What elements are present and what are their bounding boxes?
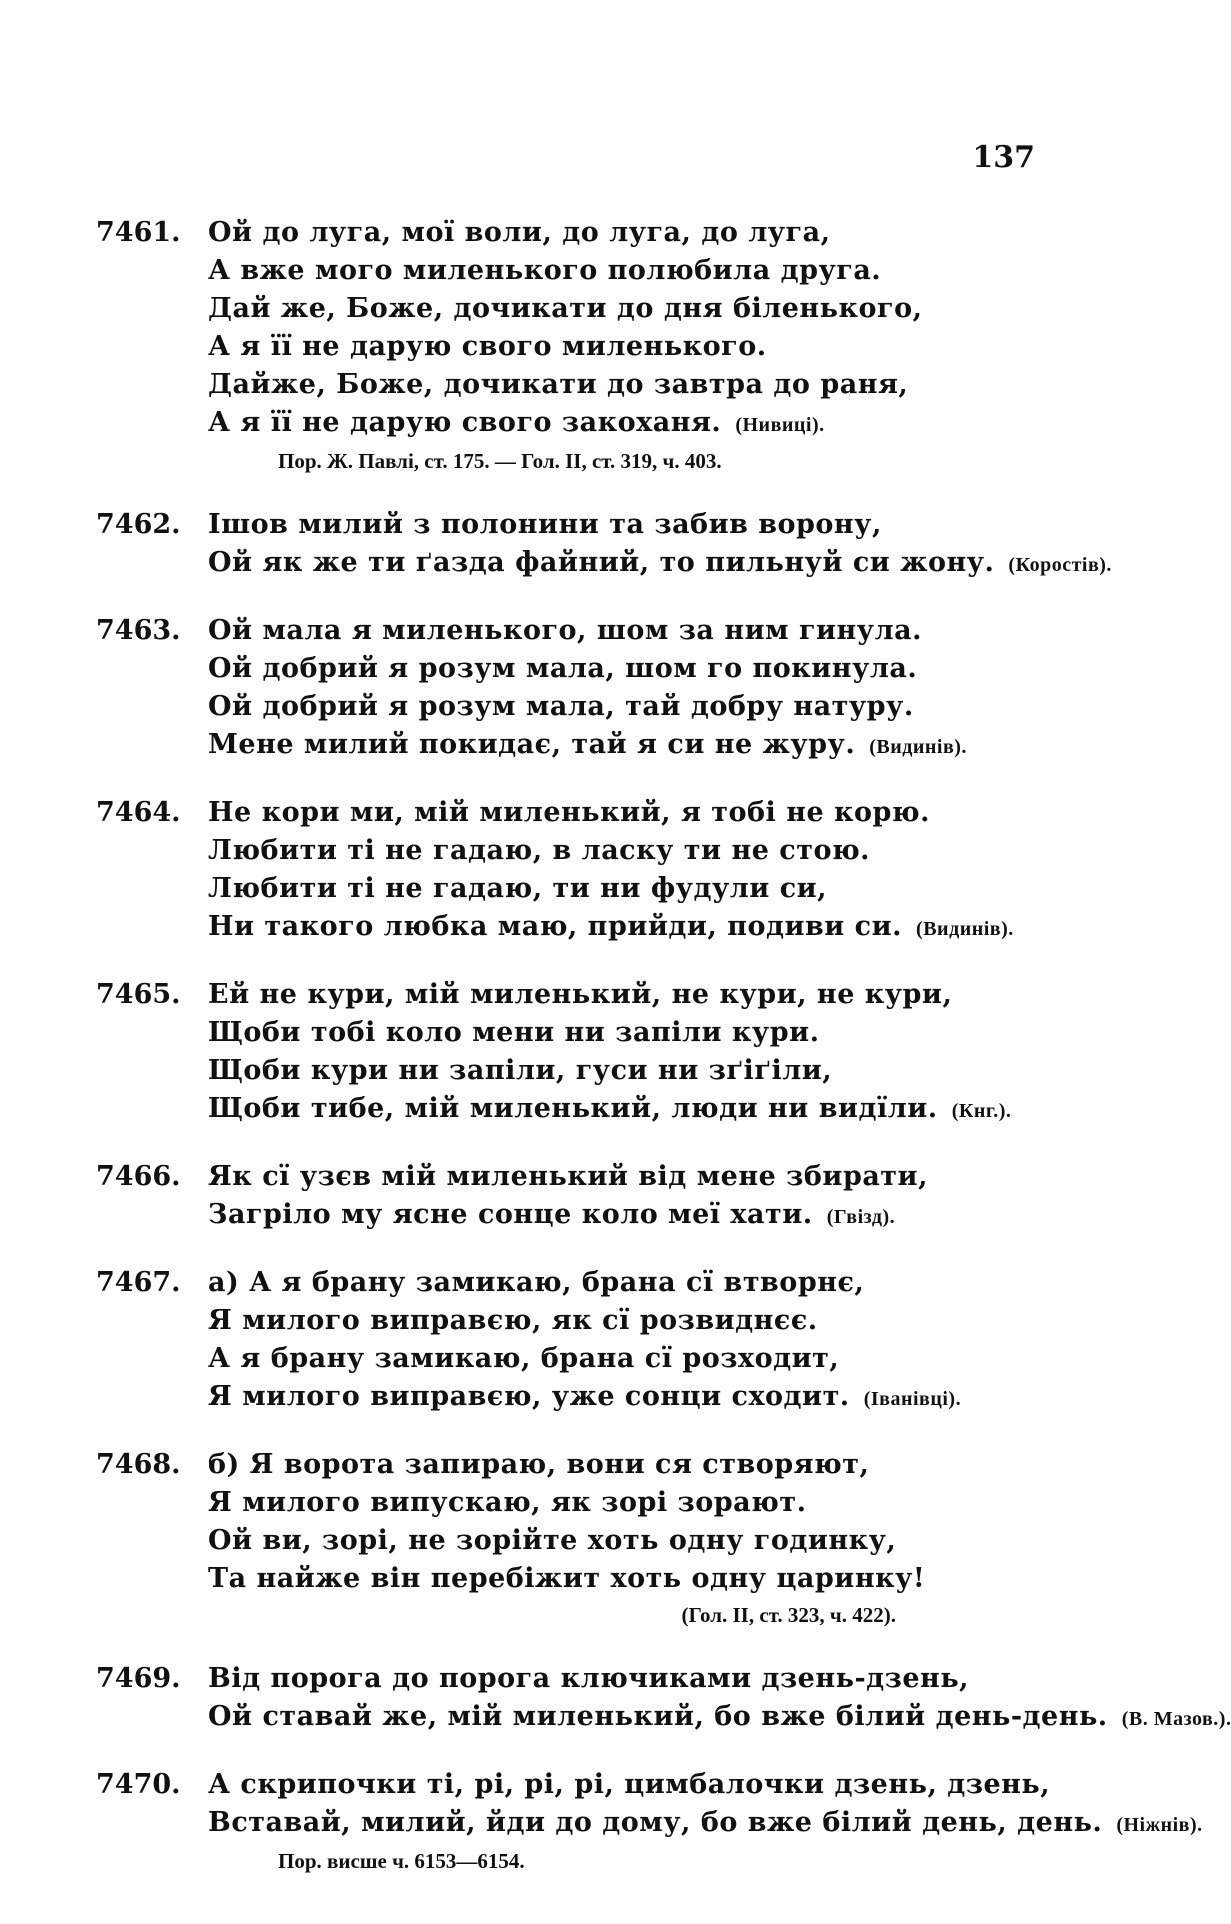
verse-line — [208, 908, 1056, 948]
entry-7466 — [96, 1158, 1056, 1236]
place-name: (Видинів). — [869, 736, 967, 758]
page-number: 137 — [972, 140, 1035, 175]
verse-line: Щоби тобі коло мени ни запіли кури. — [208, 1017, 820, 1048]
entry-number: 7463. — [96, 615, 181, 646]
entry-7465 — [96, 976, 1056, 1130]
verse-line: Любити ті не гадаю, ти ни фудули си, — [208, 873, 828, 904]
entry-7468 — [96, 1446, 1056, 1632]
verse-text: Ой ставай же, мій миленький, бо вже білий день-день. — [208, 1701, 1108, 1732]
verse-line — [208, 1804, 1203, 1844]
entry-number: 7462. — [96, 509, 181, 540]
entry-7463 — [96, 612, 1056, 766]
verse-line — [208, 1378, 1056, 1418]
verse-line — [208, 1698, 1231, 1738]
verse-line — [208, 544, 1112, 584]
verse-line: Та найже він перебіжит хоть одну царинку! — [208, 1563, 926, 1594]
verse-line — [208, 1090, 1056, 1130]
entry-7464 — [96, 794, 1056, 948]
entry-number: 7461. — [96, 217, 181, 248]
reference-note: Пор. Ж. Павлі, ст. 175. — Гол. II, ст. 319, ч. 403. — [278, 449, 722, 473]
place-name: (В. Мазов.). — [1121, 1708, 1231, 1730]
reference-note: Пор. висше ч. 6153—6154. — [278, 1849, 525, 1873]
verse-line: Я милого випускаю, як зорі зорают. — [208, 1487, 807, 1518]
verse-line: б) Я ворота запираю, вони ся створяют, — [208, 1449, 870, 1480]
place-name: (Коростів). — [1008, 554, 1112, 576]
verse-line: Ой добрий я розум мала, тай добру натуру. — [208, 691, 914, 722]
entry-number: 7466. — [96, 1161, 181, 1192]
place-name: (Видинів). — [916, 918, 1014, 940]
verse-text: Ни такого любка маю, прийди, подиви си. — [208, 911, 903, 942]
verse-text: Мене милий покидає, тай я си не журу. — [208, 729, 856, 760]
entry-number: 7467. — [96, 1267, 181, 1298]
entry-number: 7465. — [96, 979, 181, 1010]
poem-list — [96, 214, 1231, 1906]
verse-line: А я брану замикаю, брана сї розходит, — [208, 1343, 840, 1374]
verse-text: Щоби тибе, мій миленький, люди ни видїли. — [208, 1093, 938, 1124]
verse-text: Вставай, милий, йди до дому, бо вже білий день, день. — [208, 1807, 1103, 1838]
verse-line: А вже мого миленького полюбила друга. — [208, 255, 882, 286]
place-name: (Кнг.). — [951, 1100, 1012, 1122]
verse-line: Як сї узєв мій миленький від мене збирати, — [208, 1161, 928, 1192]
verse-line: а) А я брану замикаю, брана сї втворнє, — [208, 1267, 865, 1298]
verse-line — [208, 1196, 1056, 1236]
verse-text: А я її не дарую свого закоханя. — [208, 407, 722, 438]
verse-line: Любити ті не гадаю, в ласку ти не стою. — [208, 835, 871, 866]
verse-line: А скрипочки ті, рі, рі, рі, цимбалочки дзень, дзень, — [208, 1769, 1051, 1800]
verse-text: Ой як же ти ґазда файний, то пильнуй си жону. — [208, 547, 995, 578]
entry-number: 7469. — [96, 1663, 181, 1694]
entry-7461 — [96, 214, 1056, 478]
verse-line: Ой добрий я розум мала, шом го покинула. — [208, 653, 918, 684]
verse-line: Дайже, Боже, дочикати до завтра до раня, — [208, 369, 909, 400]
verse-line: Ой ви, зорі, не зорійте хоть одну годинку, — [208, 1525, 897, 1556]
verse-line: Ой до луга, мої воли, до луга, до луга, — [208, 217, 831, 248]
entry-number: 7464. — [96, 797, 181, 828]
place-name: (Гвізд). — [826, 1206, 896, 1228]
reference-note: (Гол. II, ст. 323, ч. 422). — [681, 1603, 896, 1627]
entry-7470 — [96, 1766, 1203, 1878]
verse-line: Я милого виправєю, як сї розвиднєє. — [208, 1305, 818, 1336]
entry-7469 — [96, 1660, 1231, 1738]
verse-text: Загріло му ясне сонце коло меї хати. — [208, 1199, 813, 1230]
verse-line: Від порога до порога ключиками дзень-дзень, — [208, 1663, 970, 1694]
verse-line — [208, 404, 1056, 444]
verse-text: Я милого виправєю, уже сонци сходит. — [208, 1381, 850, 1412]
entry-7467 — [96, 1264, 1056, 1418]
verse-line: Дай же, Боже, дочикати до дня біленького, — [208, 293, 923, 324]
verse-line: Ой мала я миленького, шом за ним гинула. — [208, 615, 923, 646]
entry-number: 7470. — [96, 1769, 181, 1800]
verse-line: Щоби кури ни запіли, гуси ни зґіґіли, — [208, 1055, 833, 1086]
verse-line: Ішов милий з полонини та забив ворону, — [208, 509, 882, 540]
place-name: (Ніжнів). — [1116, 1814, 1203, 1836]
place-name: (Іванівці). — [863, 1388, 962, 1410]
place-name: (Нивиці). — [735, 414, 825, 436]
verse-line — [208, 726, 1056, 766]
entry-7462 — [96, 506, 1112, 584]
verse-line: А я її не дарую свого миленького. — [208, 331, 767, 362]
verse-line: Не кори ми, мій миленький, я тобі не корю. — [208, 797, 931, 828]
entry-number: 7468. — [96, 1449, 181, 1480]
verse-line: Ей не кури, мій миленький, не кури, не кури, — [208, 979, 953, 1010]
